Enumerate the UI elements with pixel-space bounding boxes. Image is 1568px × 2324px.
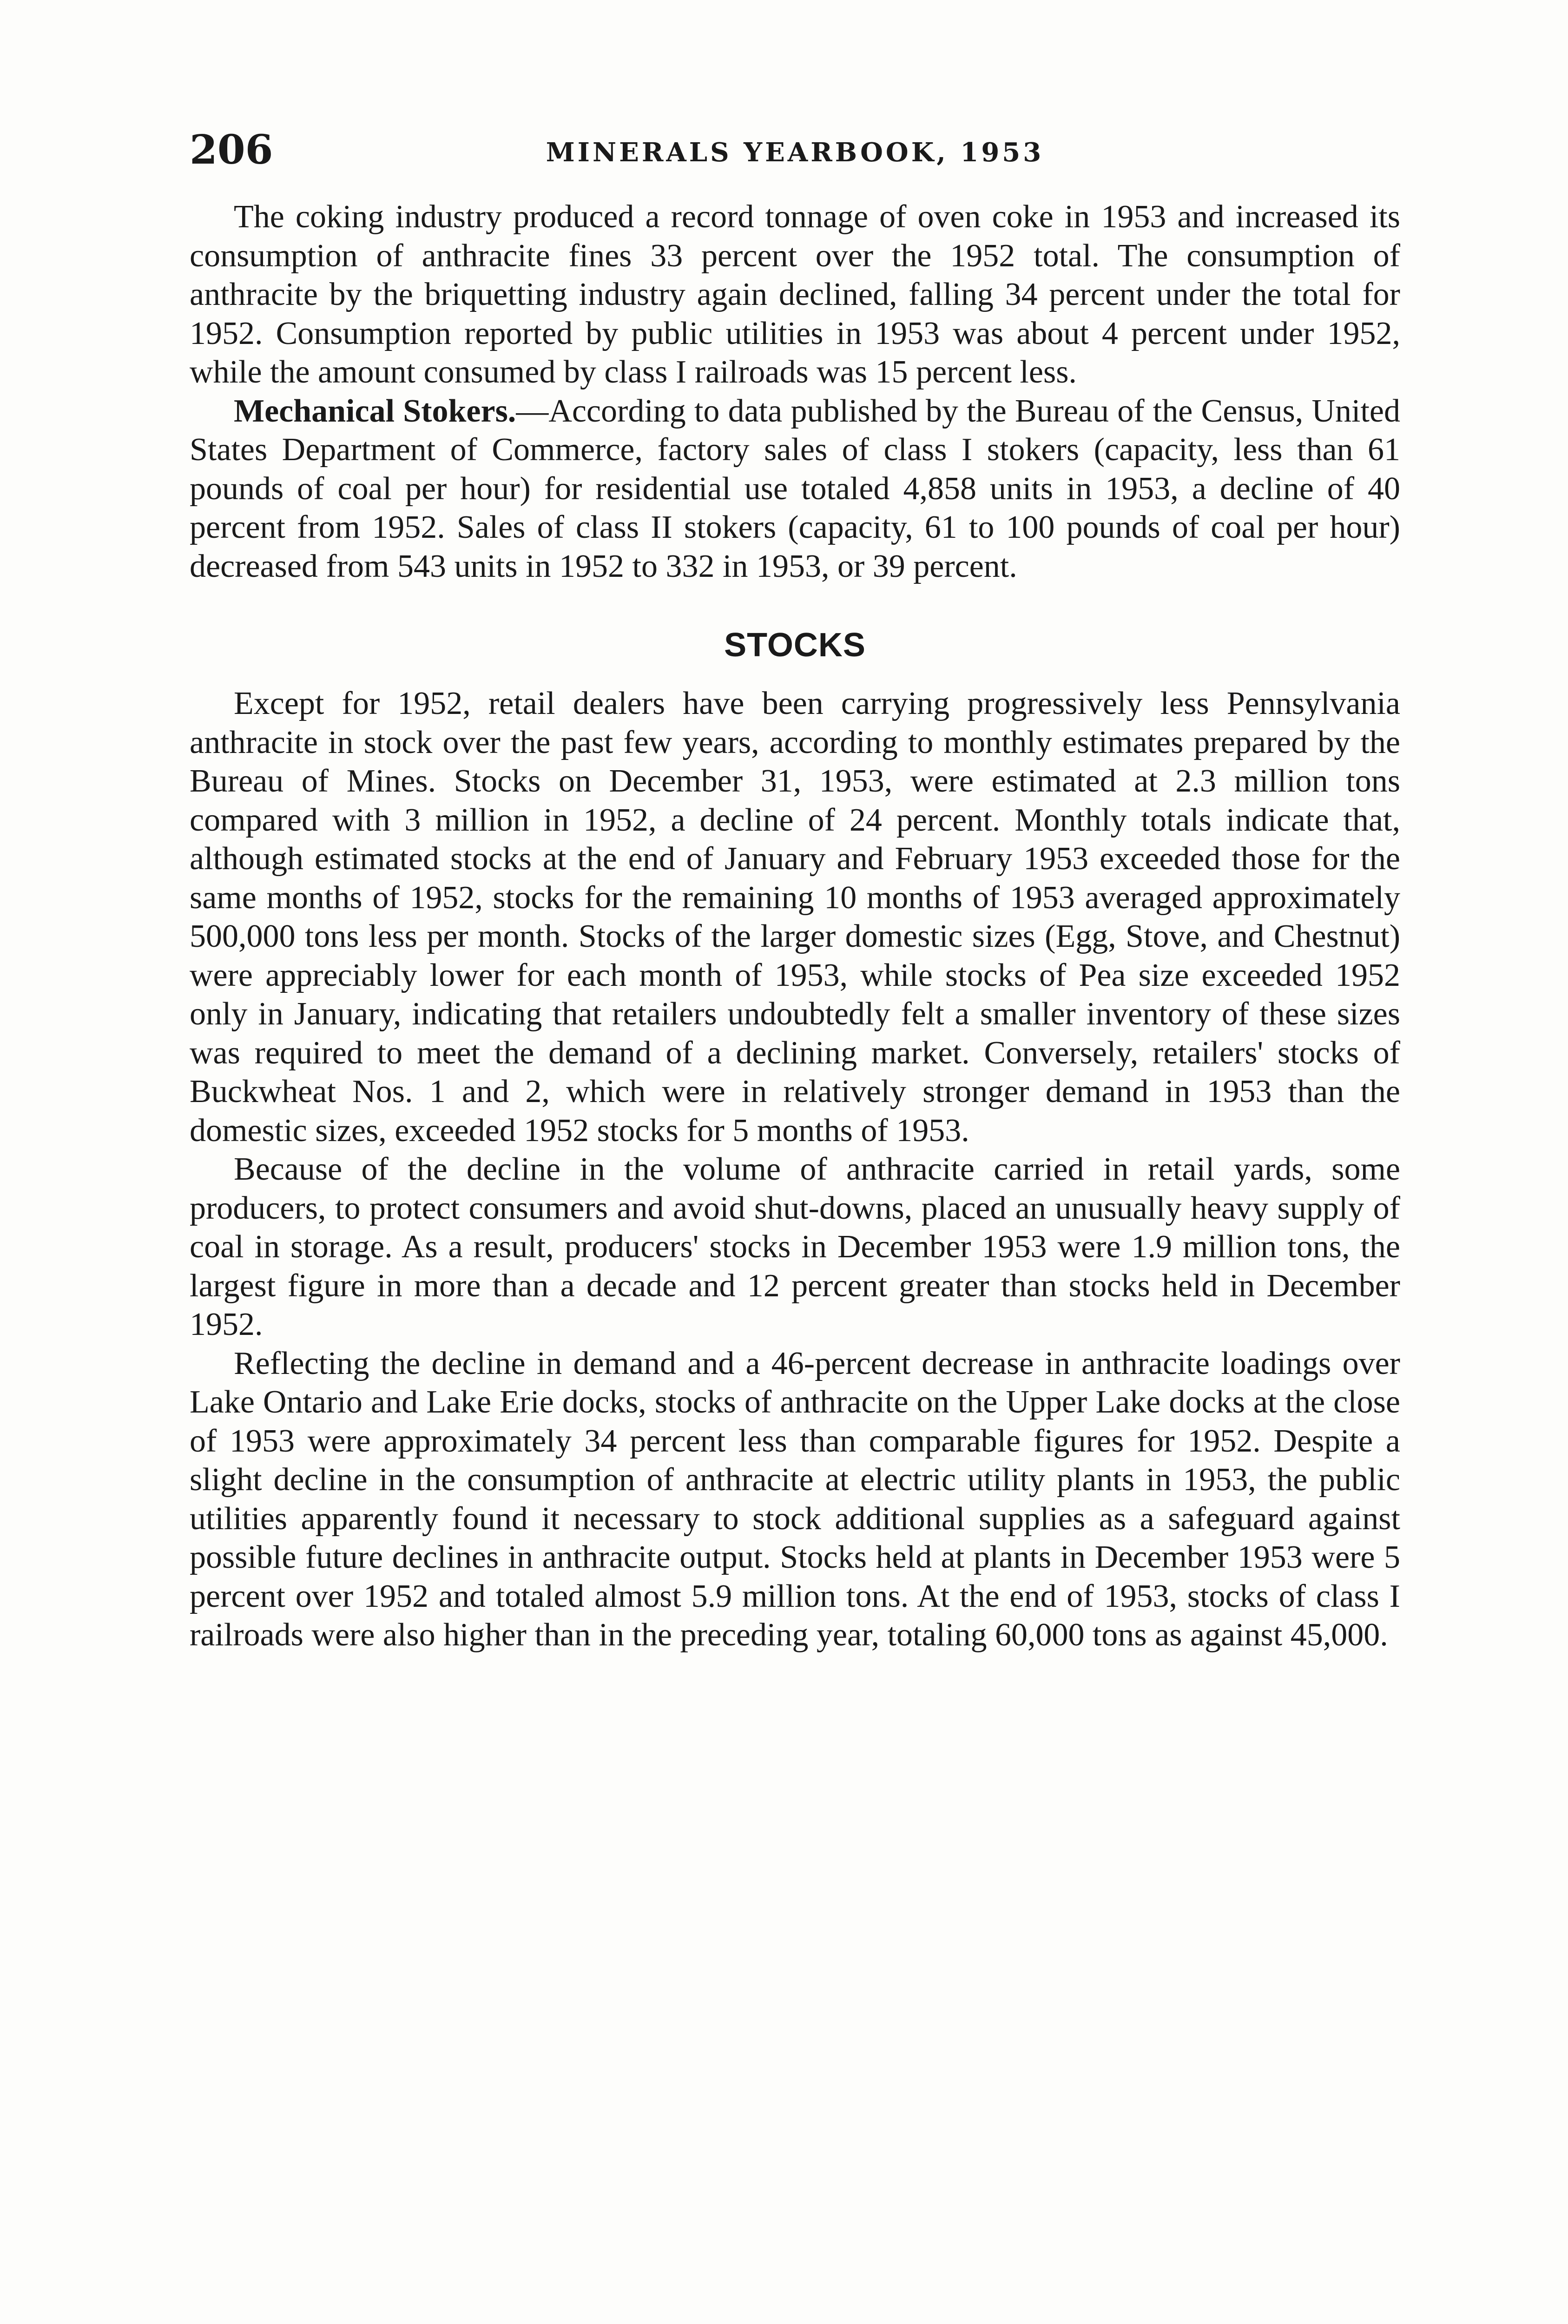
page-number: 206 — [190, 126, 273, 173]
mechanical-stokers-text: —According to data published by the Bureau of the Census, United States Department of Commerce, factory sales of class I stokers (capacity, less than 61 pounds of coal per hour) for residential use totaled 4,858 units in 1953, a decline of 40 percent from 1952. Sales of class II stokers (capacity, 61 to 100 pounds of coal per hour) decreased from 543 units in 1952 to 332 in 1953, or 39 percent. — [190, 393, 1400, 584]
section-heading-stocks: STOCKS — [724, 627, 866, 664]
paragraph-producers-stocks: Because of the decline in the volume of anthracite carried in retail yards, some producers, to protect consumers and avoid shut-downs, placed an unusually heavy supply of coal in storage. As a result, producers' stocks in December 1953 were 1.9 million tons, the largest figure in more than a decade and 12 percent greater than stocks held in December 1952. — [190, 1151, 1400, 1342]
run-in-heading-mechanical-stokers: Mechanical Stokers. — [234, 393, 516, 429]
paragraph-retail-stocks: Except for 1952, retail dealers have been carrying progressively less Pennsylvania anthracite in stock over the past few years, according to monthly estimates prepared by the Bureau of Mines. Stocks on December 31, 1953, were estimated at 2.3 million tons compared with 3 million in 1952, a decline of 24 percent. Monthly totals indicate that, although estimated stocks at the end of January and February 1953 exceeded those for the same months of 1952, stocks for the remaining 10 months of 1953 averaged approximately 500,000 tons less per month. Stocks of the larger domestic sizes (Egg, Stove, and Chestnut) were appreciably lower for each month of 1953, while stocks of Pea size exceeded 1952 only in January, indicating that retailers undoubtedly felt a smaller inventory of these sizes was required to meet the demand of a declining market. Conversely, retailers' stocks of Buckwheat Nos. 1 and 2, which were in relatively stronger demand in 1953 than the domestic sizes, exceeded 1952 stocks for 5 months of 1953. — [190, 686, 1400, 1149]
paragraph-mechanical-stokers — [190, 392, 1400, 586]
running-title: MINERALS YEARBOOK, 1953 — [546, 137, 1044, 168]
paragraph-coking-industry: The coking industry produced a record tonnage of oven coke in 1953 and increased its consumption of anthracite fines 33 percent over the 1952 total. The consumption of anthracite by the briquetting industry again declined, falling 34 percent under the total for 1952. Consumption reported by public utilities in 1953 was about 4 percent under 1952, while the amount consumed by class I railroads was 15 percent less. — [190, 199, 1400, 390]
body-text — [190, 198, 1400, 1655]
running-head — [190, 125, 1400, 176]
paragraph-lake-docks-stocks: Reflecting the decline in demand and a 46-percent decrease in anthracite loadings over Lake Ontario and Lake Erie docks, stocks of anthracite on the Upper Lake docks at the close of 1953 were approximately 34 percent less than comparable figures for 1952. Despite a slight decline in the consumption of anthracite at electric utility plants in 1953, the public utilities apparently found it necessary to stock additional supplies as a safeguard against possible future declines in anthracite output. Stocks held at plants in December 1953 were 5 percent over 1952 and totaled almost 5.9 million tons. At the end of 1953, stocks of class I railroads were also higher than in the preceding year, totaling 60,000 tons as against 45,000. — [190, 1345, 1400, 1653]
